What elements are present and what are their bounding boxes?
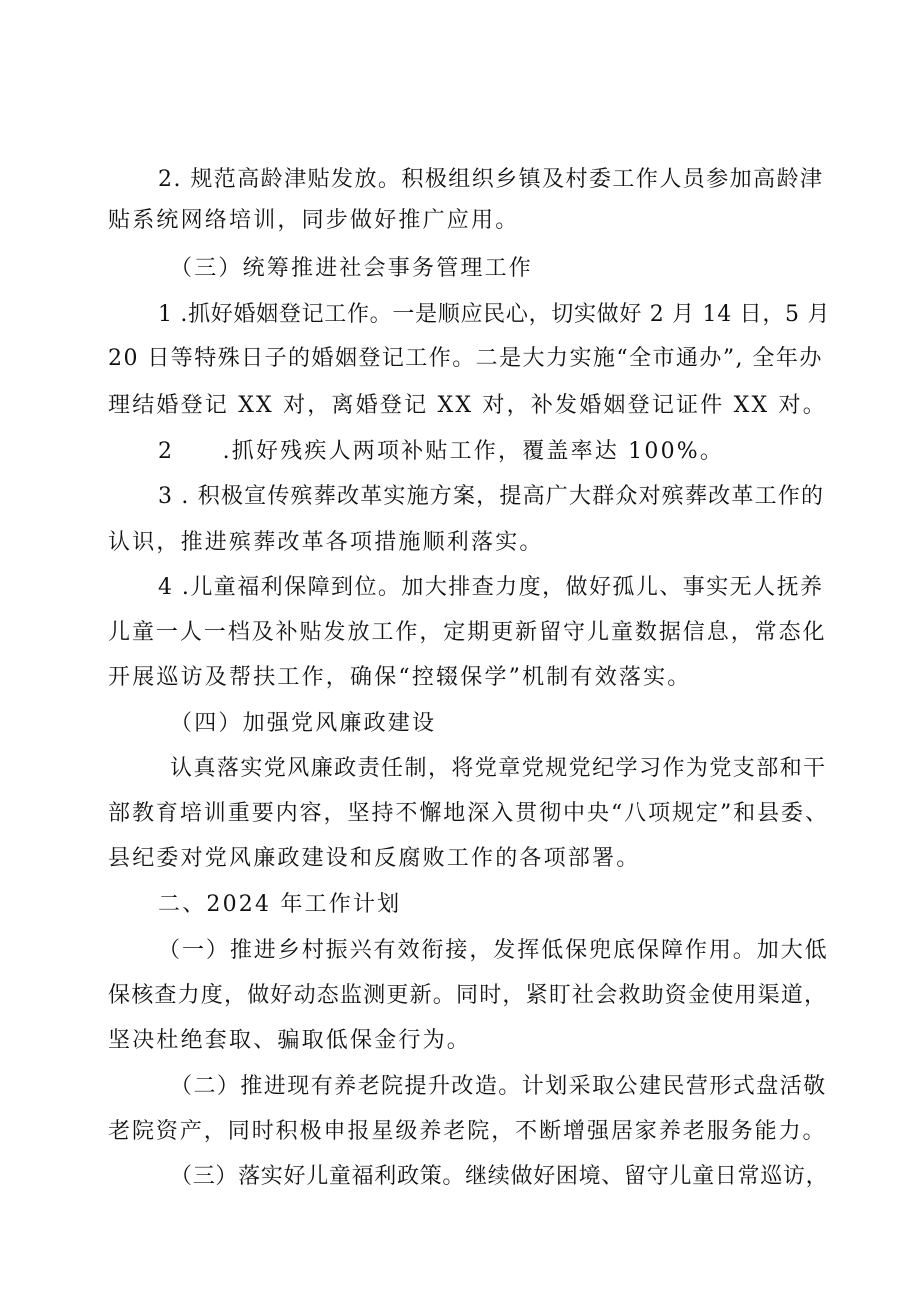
paragraph-line: （一）推进乡村振兴有效衔接，发挥低保兜底保障作用。加大低: [158, 938, 829, 963]
paragraph-line: 老院资产，同时积极申报星级养老院，不断增强居家养老服务能力。: [108, 1119, 827, 1144]
section-heading: 二、2024 年工作计划: [158, 892, 402, 917]
paragraph-line: 坚决杜绝套取、骗取低保金行为。: [108, 1028, 472, 1053]
paragraph-line: （二）推进现有养老院提升改造。计划采取公建民营形式盘活敬: [170, 1074, 827, 1099]
paragraph-line: 开展巡访及帮扶工作，确保“控辍保学”机制有效落实。: [108, 665, 692, 690]
paragraph-line: 4 .儿童福利保障到位。加大排查力度，做好孤儿、事实无人抚养: [158, 575, 824, 600]
paragraph-line: 儿童一人一档及补贴发放工作，定期更新留守儿童数据信息，常态化: [108, 620, 827, 645]
paragraph-line: 贴系统网络培训，同步做好推广应用。: [108, 208, 520, 233]
section-heading: （三）统筹推进社会事务管理工作: [170, 256, 534, 281]
paragraph-line: 2 .抓好残疾人两项补贴工作，覆盖率达 100%。: [158, 439, 725, 464]
paragraph-line: 1 .抓好婚姻登记工作。一是顺应民心，切实做好 2 月 14 日，5 月: [158, 302, 831, 327]
paragraph-line: 2. 规范高龄津贴发放。积极组织乡镇及村委工作人员参加高龄津: [158, 167, 824, 192]
paragraph-line: 县纪委对党风廉政建设和反腐败工作的各项部署。: [108, 846, 641, 871]
paragraph-line: 保核查力度，做好动态监测更新。同时，紧盯社会救助资金使用渠道，: [108, 983, 828, 1008]
paragraph-line: 20 日等特殊日子的婚姻登记工作。二是大力实施“全市通办”, 全年办: [108, 346, 823, 371]
paragraph-line: （三）落实好儿童福利政策。继续做好困境、留守儿童日常巡访，: [170, 1164, 829, 1189]
paragraph-line: 理结婚登记 XX 对，离婚登记 XX 对，补发婚姻登记证件 XX 对。: [108, 393, 827, 418]
paragraph-line: 认真落实党风廉政责任制，将党章党规党纪学习作为党支部和干: [170, 756, 827, 781]
section-heading: （四）加强党风廉政建设: [170, 711, 437, 736]
paragraph-line: 认识，推进殡葬改革各项措施顺利落实。: [108, 530, 544, 555]
paragraph-line: 3 . 积极宣传殡葬改革实施方案，提高广大群众对殡葬改革工作的: [158, 484, 825, 509]
paragraph-line: 部教育培训重要内容，坚持不懈地深入贯彻中央“八项规定”和县委、: [108, 801, 829, 826]
